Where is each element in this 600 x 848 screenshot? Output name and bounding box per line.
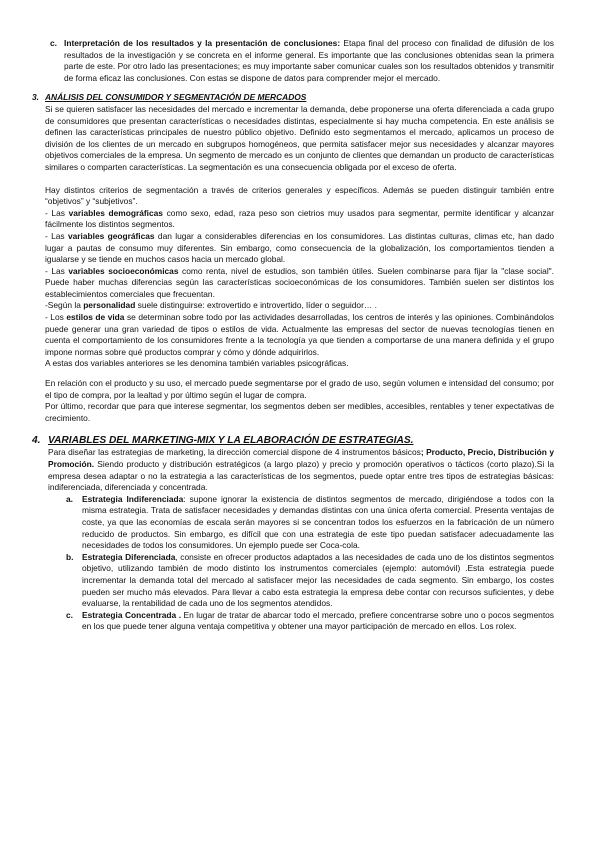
paragraph: Si se quieren satisfacer las necesidades del mercado e incrementar la demanda, debe proponerse una oferta diferenciada a cada grupo de consumidores que presentan características o necesidades distintas, especialmente si hay mucha competencia. En este análisis se definen las características principales de nuestro público objetivo. Definido esto segmentamos el mercado, aplicamos un proceso de división de los clientes de un mercado en subgrupos homogéneos, que permita satisfacer mejor sus necesidades y alcanzar mayores objetivos comerciales de la empresa. Un segmento de mercado es un conjunto de clientes que demandan un producto de características similares o comparten características. La segmentación es una consecuencia obligada por el exceso de oferta. — [45, 103, 554, 172]
criterion-socioeconomicas: - Las variables socioeconómicas como renta, nivel de estudios, son también útiles. Suelen combinarse para fijar la "clase social". Puede haber muchas diferencias según las características socioeconómicas de los consumidores. También suelen ser distintos los establecimientos comerciales que frecuentan. — [45, 265, 554, 299]
list-item — [66, 610, 554, 633]
section-title: ANÁLISIS DEL CONSUMIDOR Y SEGMENTACIÓN DE MERCADOS — [45, 92, 307, 103]
paragraph: Para diseñar las estrategias de marketing, la dirección comercial dispone de 4 instrumentos básicos; Producto, Precio, Distribución y Promoción. Siendo producto y distribución estratégicos (a largo plazo) y precio y promoción operativos o tácticos (corto plazo).Si la empresa desea adaptar o no la estrategia a las características de los segmentos, puede optar entre tres tipos de estrategias básicas: indiferenciada, diferenciada y concentrada. — [48, 447, 555, 493]
paragraph: En relación con el producto y su uso, el mercado puede segmentarse por el grado de uso, según volumen e intensidad del consumo; por el tipo de compra, por la lealtad y por último según el lugar de compra. — [45, 378, 554, 400]
paragraph: Por último, recordar que para que interese segmentar, los segmentos deben ser medibles, accesibles, rentables y tener expectativas de crecimiento. — [45, 401, 554, 423]
list-item — [66, 552, 554, 610]
item-title: Estrategia Indiferenciada — [82, 493, 184, 504]
list-marker: c. — [66, 609, 73, 620]
strategy-list — [66, 494, 554, 633]
section-3-heading — [32, 92, 554, 104]
item-title: Interpretación de los resultados y la presentación de conclusiones: — [64, 38, 341, 48]
section-title: VARIABLES DEL MARKETING-MIX Y LA ELABORACIÓN DE ESTRATEGIAS. — [48, 435, 414, 447]
criterion-personalidad: -Según la personalidad suele distinguirse: extrovertido e introvertido, líder o seguidor… . — [45, 300, 377, 311]
list-item-c — [50, 38, 554, 84]
section-number: 3. — [32, 92, 39, 103]
section-4-body — [48, 447, 554, 633]
criterion-demograficas: - Las variables demográficas como sexo, edad, raza peso son cietrios muy usados para segmentar, permite identificar y alcanzar fácilmente los distintos segmentos. — [45, 207, 554, 230]
item-title: Estrategia Diferenciada — [82, 551, 176, 562]
criterion-estilos-de-vida: - Los estilos de vida se determinan sobre todo por las actividades desarrolladas, los centros de interés y las opiniones. Combinándolos puede generar una gran variedad de tipos o estilos de vida. Actualmente las empresas del sector de nuevas tecnologías tienen en cuenta el comportamiento de los consumidores frente a la tecnología ya que tienden a comportarse de una manera definida y el grupo impone normas sobre qué productos comprar y cómo y dónde adquirirlos. — [45, 312, 554, 357]
paragraph: A estas dos variables anteriores se les denomina también variables psicográficas. — [45, 358, 349, 369]
item-text: Etapa final del proceso con finalidad de difusión de los resultados de la investigación y se concreta en el informe general. Es importante que las conclusiones obtenidas sean la primera parte de este. Por otro lado las presentaciones; es muy importante saber comunicar cuales son los resultados obtenidos y transmitir de forma eficaz las conclusiones. Con estas se dispone de datos para comprender mejor el mercado. — [64, 38, 554, 83]
list-marker: b. — [66, 551, 74, 562]
list-marker: a. — [66, 493, 73, 504]
section-4-heading — [32, 434, 554, 447]
list-marker: c. — [50, 38, 57, 48]
item-text: En lugar de tratar de abarcar todo el mercado, prefiere concentrarse sobre uno o pocos segmentos en los que puede tener alguna ventaja competitiva y obtener una mayor participación de mercado en ellos. Los rolex. — [82, 609, 554, 632]
paragraph: Hay distintos criterios de segmentación a través de criterios generales y específicos. Además se pueden distinguir también entre “objetivos” y “subjetivos”. — [45, 184, 554, 207]
item-text: , consiste en ofrecer productos adaptados a las necesidades de cada uno de los distintos segmentos objetivo, utilizando también de modo distinto los instrumentos comerciales (ejemplo: automóvil) .Esta estrategia puede incrementar la demanda total del mercado al satisfacer mejor las necesidades de cada segmento. Sin embargo, los costes pueden ser mucho más elevados. Para llevar a cabo esta estrategia la empresa debe contar con recursos suficientes, y debe evaluarse, la rentabilidad de cada uno de los segmentos atendidos. — [82, 551, 554, 609]
list-item — [66, 494, 554, 552]
item-text: : supone ignorar la existencia de distintos segmentos de mercado, dirigiéndose a todos con la misma estrategia. Trata de satisfacer necesidades y demandas distintas con una única oferta comercial. Presenta ventajas de coste, ya que las economías de escala serán mayores si se concentran todos los esfuerzos en la fabricación de un número reducido de productos. Sin embargo, es difícil que con una estrategia de este tipo puedan satisfacer adecuadamente las necesidades de todos los consumidores. Un ejemplo puede ser Coca-cola. — [82, 493, 554, 551]
section-3-body — [45, 104, 554, 424]
criterion-geograficas: - Las variables geográficas dan lugar a considerables diferencias en los consumidores. Las distintas culturas, climas etc, han dado lugar a pautas de consumo muy diferentes. Sin embargo, como consecuencia de la globalización, los comportamientos tienden a igualarse y se tiende en muchos casos hacia un mercado global. — [45, 230, 555, 265]
item-title: Estrategia Concentrada . — [82, 609, 182, 620]
section-number: 4. — [32, 435, 41, 447]
paragraph — [64, 38, 554, 84]
